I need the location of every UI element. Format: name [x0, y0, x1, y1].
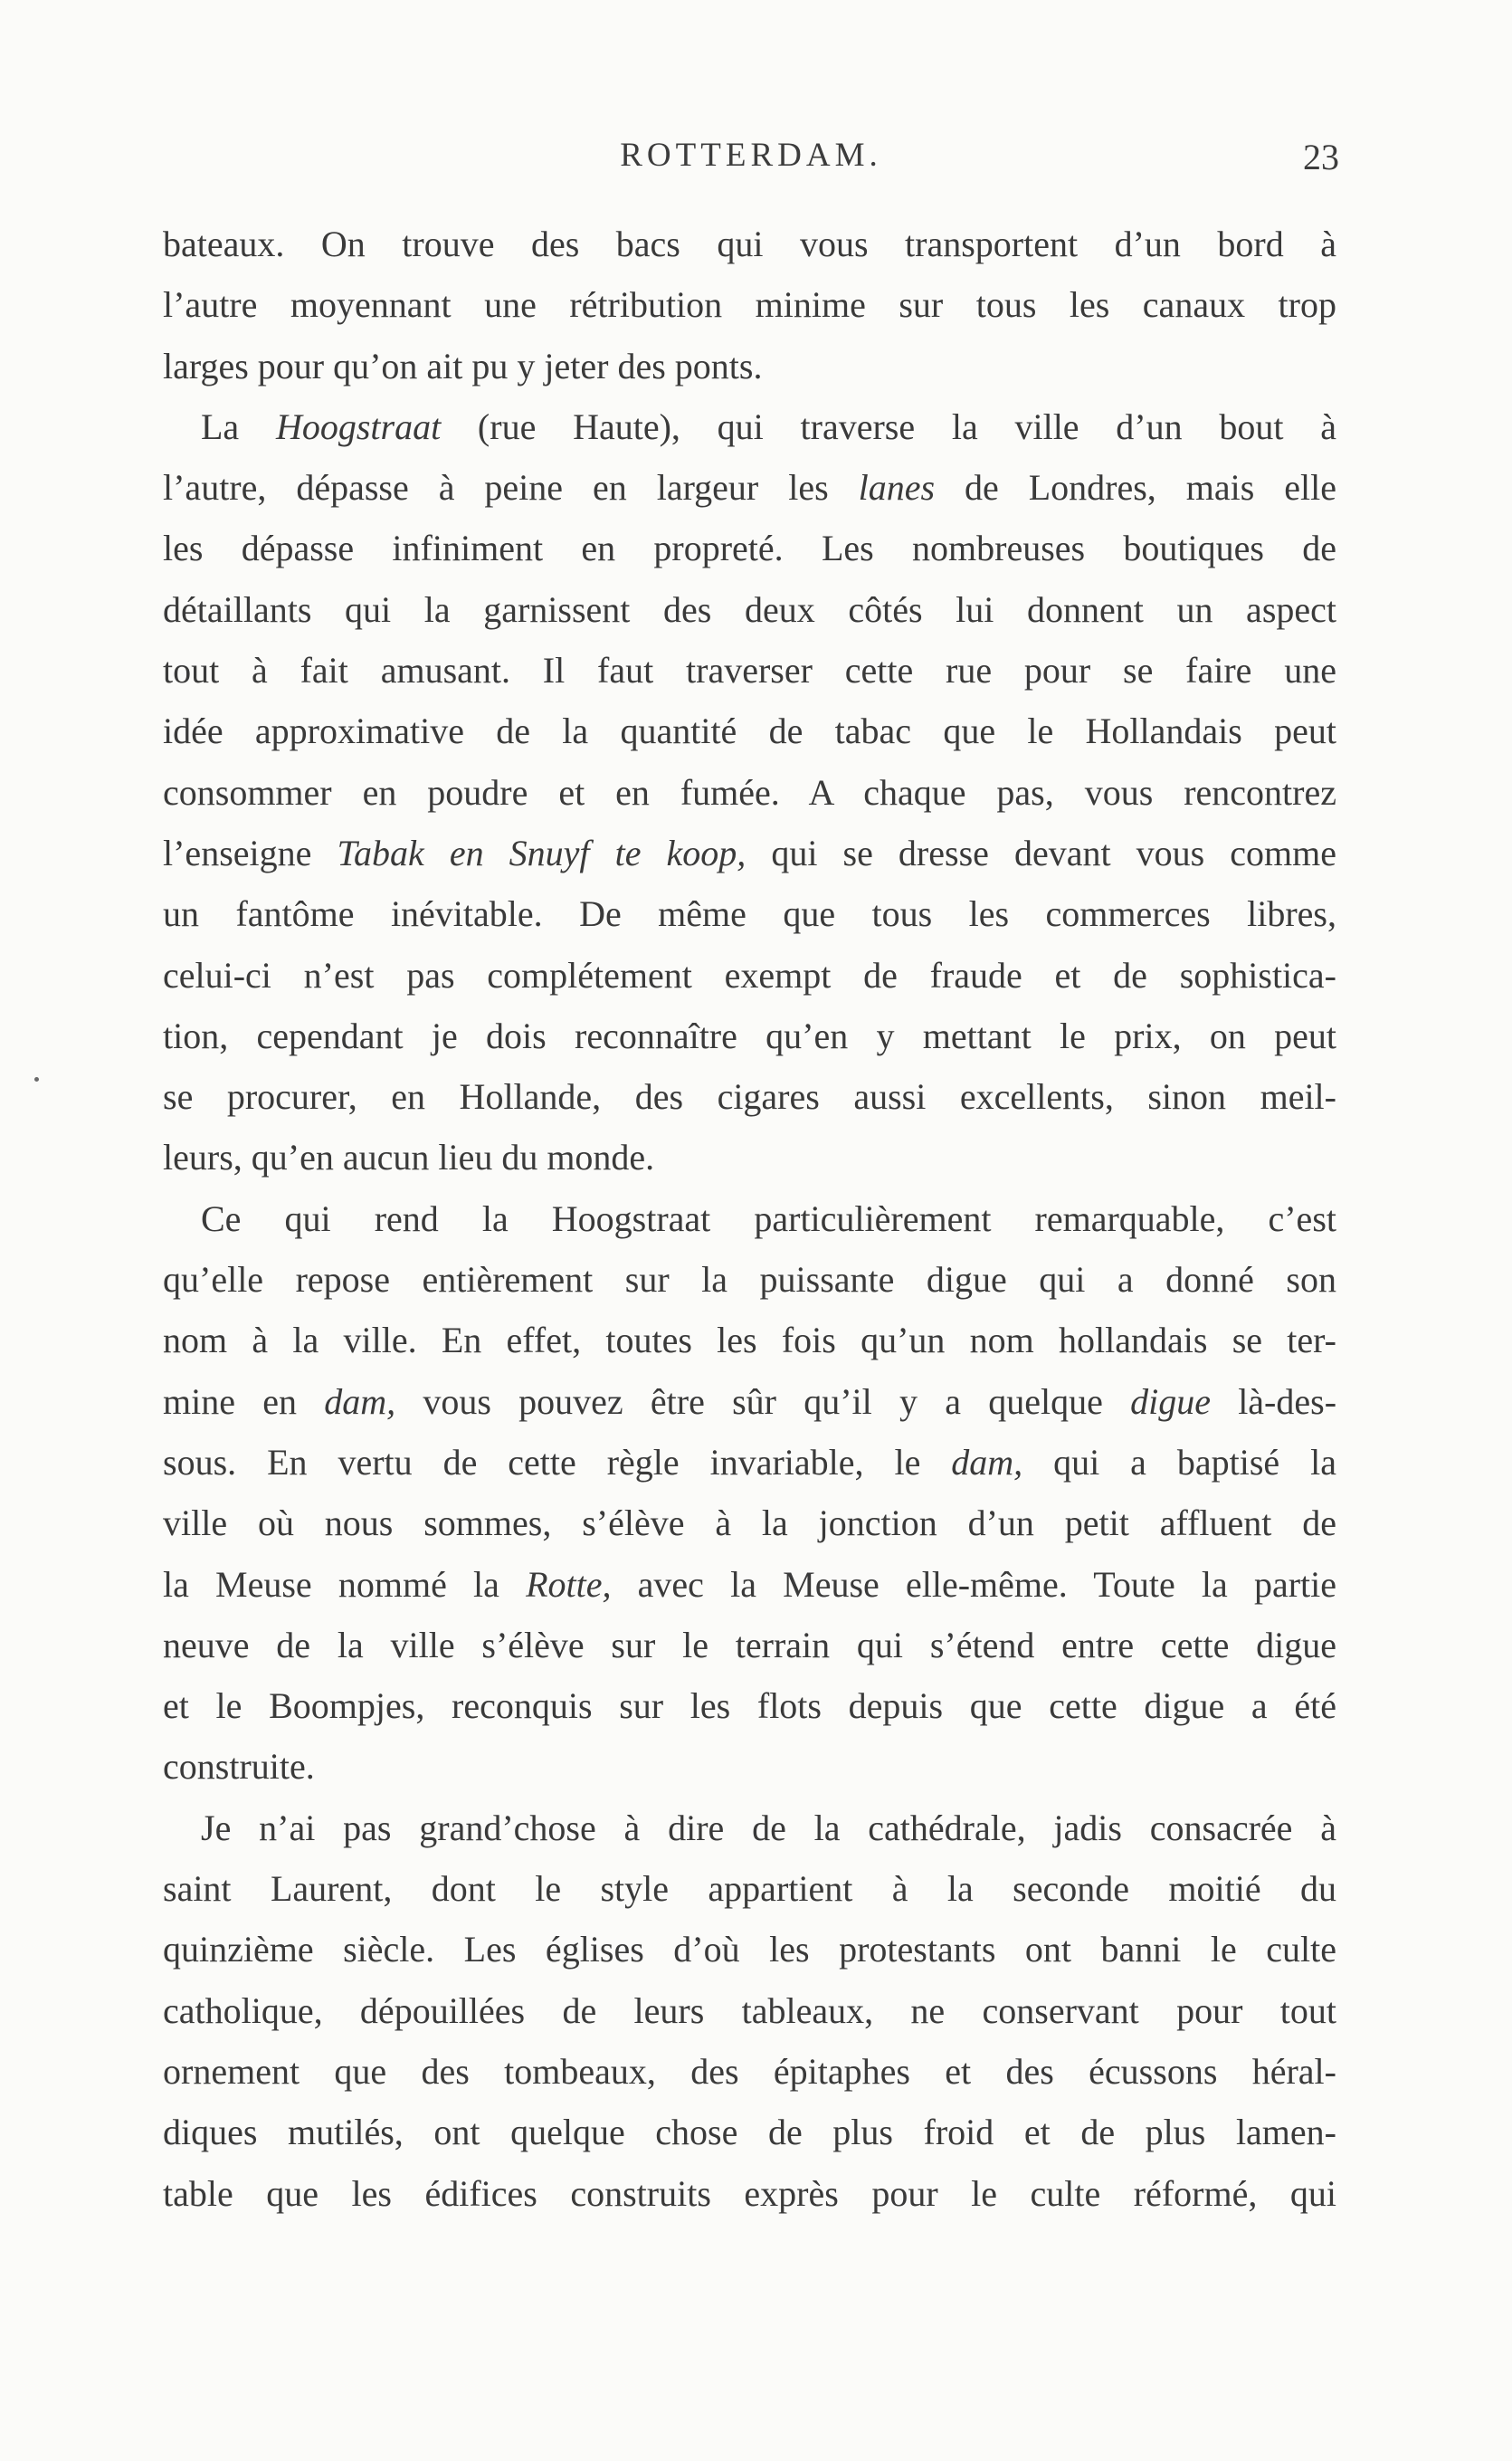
text-line: tion, cependant je dois reconnaître qu’en y mettant le prix, on peut — [163, 1015, 1336, 1056]
text-line: quinzième siècle. Les églises d’où les protestants ont banni le culte — [163, 1929, 1336, 1970]
page-number: 23 — [1303, 137, 1339, 177]
text-line: Ce qui rend la Hoogstraat particulièrement remarquable, c’est — [201, 1197, 1336, 1239]
body-text — [163, 214, 1336, 2224]
text-line: nom à la ville. En effet, toutes les fois qu’un nom hollandais se ter- — [163, 1320, 1336, 1361]
text-line: larges pour qu’on ait pu y jeter des ponts. — [163, 345, 763, 386]
text-line: mine en dam, vous pouvez être sûr qu’il y a quelque digue là-des- — [163, 1380, 1337, 1422]
text-line: ville où nous sommes, s’élève à la jonction d’un petit affluent de — [163, 1502, 1336, 1544]
text-line: tout à fait amusant. Il faut traverser cette rue pour se faire une — [163, 650, 1336, 692]
text-line: détaillants qui la garnissent des deux côtés lui donnent un aspect — [163, 588, 1336, 630]
running-title: ROTTERDAM. — [620, 137, 882, 174]
text-line: catholique, dépouillées de leurs tableaux, ne conservant pour tout — [163, 1989, 1336, 2031]
text-line: l’autre, dépasse à peine en largeur les lanes de Londres, mais elle — [163, 467, 1337, 509]
text-line: La Hoogstraat (rue Haute), qui traverse la ville d’un bout à — [201, 405, 1336, 447]
text-line: bateaux. On trouve des bacs qui vous transportent d’un bord à — [163, 224, 1336, 264]
text-line: l’autre moyennant une rétribution minime sur tous les canaux trop — [163, 284, 1336, 326]
running-head — [163, 136, 1339, 190]
text-line: ornement que des tombeaux, des épitaphes et des écussons héral- — [163, 2050, 1336, 2092]
text-line: saint Laurent, dont le style appartient à la seconde moitié du — [163, 1868, 1336, 1910]
text-line: construite. — [163, 1746, 315, 1788]
text-line: la Meuse nommé la Rotte, avec la Meuse elle-même. Toute la partie — [163, 1563, 1337, 1605]
text-line: un fantôme inévitable. De même que tous les commerces libres, — [163, 893, 1336, 935]
text-line: sous. En vertu de cette règle invariable, le dam, qui a baptisé la — [163, 1441, 1336, 1483]
text-line: qu’elle repose entièrement sur la puissante digue qui a donné son — [163, 1259, 1336, 1301]
text-line: diques mutilés, ont quelque chose de plus froid et de plus lamen- — [163, 2112, 1336, 2153]
text-line: leurs, qu’en aucun lieu du monde. — [163, 1137, 655, 1178]
text-line: idée approximative de la quantité de tabac que le Hollandais peut — [163, 711, 1336, 752]
text-line: se procurer, en Hollande, des cigares aussi excellents, sinon meil- — [163, 1076, 1336, 1118]
text-line: Je n’ai pas grand’chose à dire de la cathédrale, jadis consacrée à — [201, 1807, 1336, 1848]
text-line: les dépasse infiniment en propreté. Les nombreuses boutiques de — [163, 528, 1336, 569]
text-line: l’enseigne Tabak en Snuyf te koop, qui se dresse devant vous comme — [163, 832, 1337, 873]
text-line: table que les édifices construits exprès pour le culte réformé, qui — [163, 2172, 1336, 2214]
text-line: neuve de la ville s’élève sur le terrain qui s’étend entre cette digue — [163, 1624, 1336, 1665]
text-line: et le Boompjes, reconquis sur les flots depuis que cette digue a été — [163, 1685, 1336, 1727]
text-line: celui-ci n’est pas complétement exempt de fraude et de sophistica- — [163, 954, 1336, 996]
text-line: consommer en poudre et en fumée. A chaque pas, vous rencontrez — [163, 771, 1336, 813]
margin-speck — [34, 1077, 39, 1082]
